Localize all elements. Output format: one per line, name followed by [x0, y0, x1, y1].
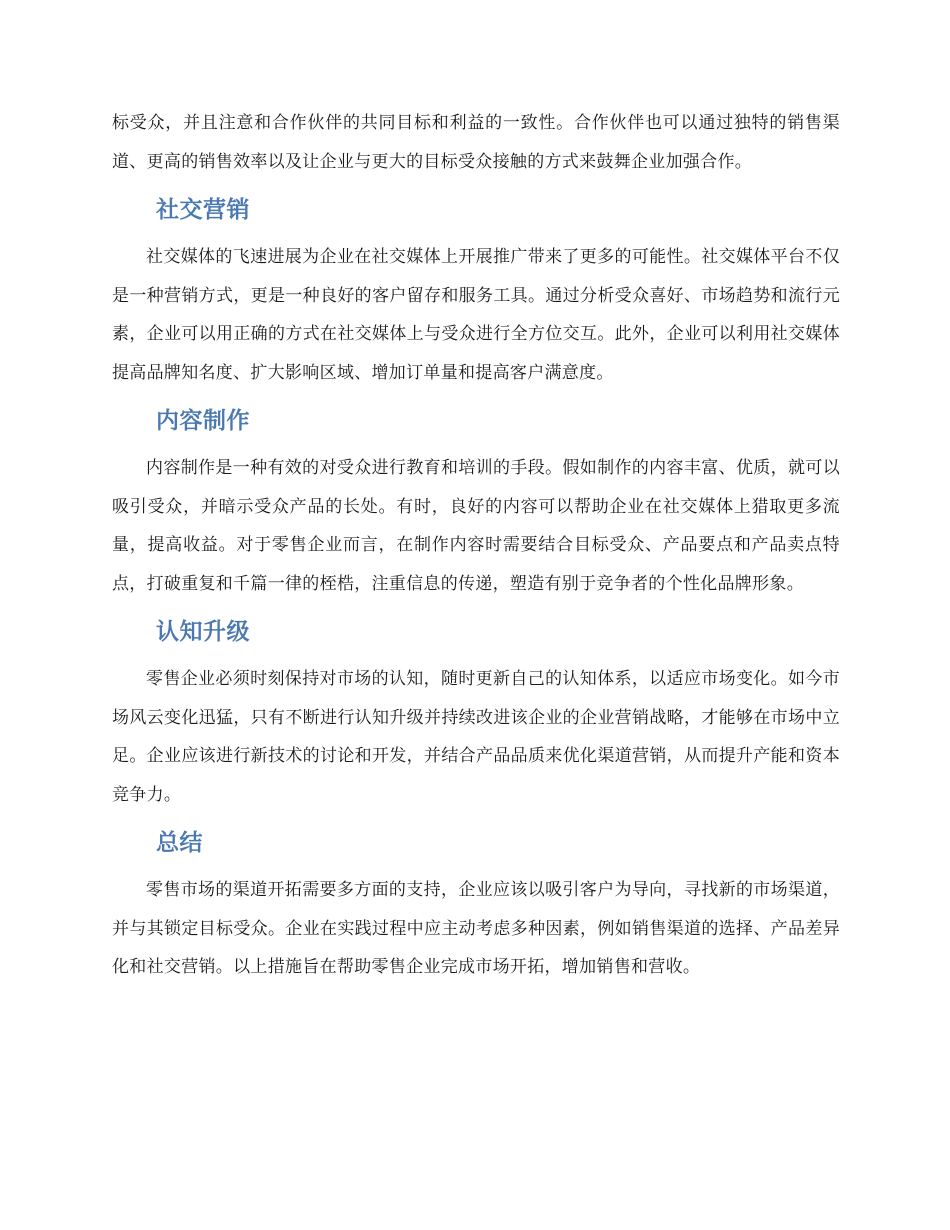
section-body-summary: 零售市场的渠道开拓需要多方面的支持，企业应该以吸引客户为导向，寻找新的市场渠道，并与其锁定目标受众。企业在实践过程中应主动考虑多种因素，例如销售渠道的选择、产品差异化和社交营销。以上措施旨在帮助零售企业完成市场开拓，增加销售和营收。 [112, 880, 840, 977]
section-body-content-production: 内容制作是一种有效的对受众进行教育和培训的手段。假如制作的内容丰富、优质，就可以吸引受众，并暗示受众产品的长处。有时，良好的内容可以帮助企业在社交媒体上猎取更多流量，提高收益。对于零售企业而言，在制作内容时需要结合目标受众、产品要点和产品卖点特点，打破重复和千篇一律的桎梏，注重信息的传递，塑造有别于竞争者的个性化品牌形象。 [112, 458, 840, 594]
section-body-cognitive-upgrade: 零售企业必须时刻保持对市场的认知，随时更新自己的认知体系，以适应市场变化。如今市场风云变化迅猛，只有不断进行认知升级并持续改进该企业的企业营销战略，才能够在市场中立足。企业应该进行新技术的讨论和开发，并结合产品品质来优化渠道营销，从而提升产能和资本竞争力。 [112, 669, 840, 805]
document-page [112, 104, 840, 987]
section-heading-summary: 总结 [156, 830, 203, 856]
intro-paragraph: 标受众，并且注意和合作伙伴的共同目标和利益的一致性。合作伙伴也可以通过独特的销售渠道、更高的销售效率以及让企业与更大的目标受众接触的方式来鼓舞企业加强合作。 [112, 113, 840, 172]
section-body-social-marketing: 社交媒体的飞速进展为企业在社交媒体上开展推广带来了更多的可能性。社交媒体平台不仅是一种营销方式，更是一种良好的客户留存和服务工具。通过分析受众喜好、市场趋势和流行元素，企业可以用正确的方式在社交媒体上与受众进行全方位交互。此外，企业可以利用社交媒体提高品牌知名度、扩大影响区域、增加订单量和提高客户满意度。 [112, 247, 840, 383]
section-heading-social-marketing: 社交营销 [156, 197, 250, 223]
section-heading-content-production: 内容制作 [156, 408, 250, 434]
section-heading-cognitive-upgrade: 认知升级 [156, 619, 250, 645]
